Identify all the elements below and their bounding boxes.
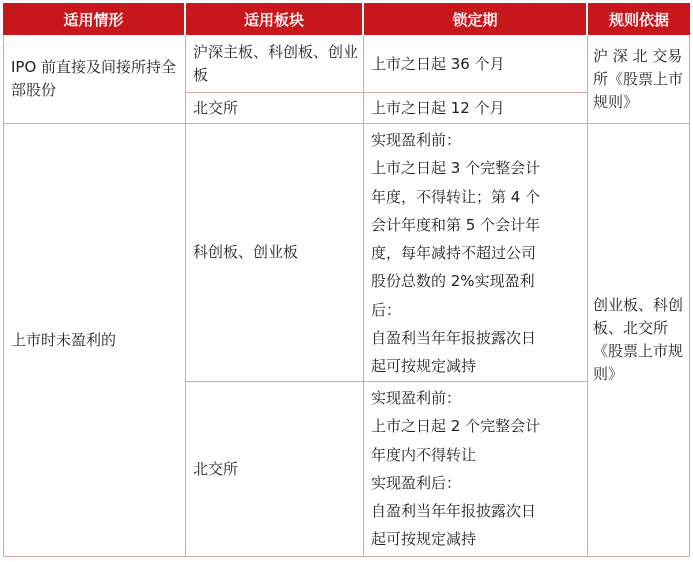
divider-col3 — [587, 35, 588, 557]
row2-rule — [593, 124, 685, 556]
header-lock-period: 锁定期 — [364, 3, 586, 35]
row1-lock-a-text: 上市之日起 36 个月 — [371, 54, 505, 73]
header-board: 适用板块 — [186, 3, 362, 35]
row1-rule-text: 沪 深 北 交易所《股票上市规则》 — [593, 46, 684, 111]
row2-lock-b-line: 实现盈利前： — [371, 389, 462, 407]
row2-lock-a-line: 后： — [371, 300, 402, 319]
divider-col2 — [363, 35, 364, 557]
row2-lock-a-line: 起可按规定减持 — [371, 357, 477, 376]
row1-board-b-text: 北交所 — [193, 98, 239, 117]
row2-lock-a-line: 自盈利当年年报披露次日 — [371, 329, 537, 348]
row2-lock-a-line: 会计年度和第 5 个会计年 — [371, 215, 541, 234]
row2-lock-a — [371, 126, 585, 380]
row2-lock-b-line: 起可按规定减持 — [371, 530, 477, 549]
row1-lock-a — [371, 37, 583, 91]
row1-board-b — [193, 93, 359, 123]
row2-board-a-text: 科创板、创业板 — [193, 243, 299, 261]
row2-lock-a-line: 度，每年减持不超过公司 — [371, 244, 537, 263]
row2-lock-a-line: 股份总数的 2%实现盈利 — [371, 272, 535, 291]
row1-lock-b-text: 上市之日起 12 个月 — [371, 98, 505, 117]
row2-lock-a-line: 实现盈利前： — [371, 131, 462, 149]
row2-board-b-text: 北交所 — [193, 459, 239, 478]
row2-rule-text: 创业板、科创板、北交所《股票上市规则》 — [593, 296, 684, 383]
divider-col1 — [185, 35, 186, 557]
row1-rule — [593, 35, 685, 123]
row2-situation-text: 上市时未盈利的 — [11, 330, 117, 349]
border-right — [689, 35, 690, 557]
row2-board-a — [193, 124, 359, 381]
row2-lock-b — [371, 384, 585, 554]
row2-lock-a-line: 年度，不得转让；第 4 个 — [371, 187, 541, 206]
row2-lock-b-line: 实现盈利后： — [371, 473, 462, 492]
row1-situation-text: IPO 前直接及间接所持全部股份 — [11, 58, 177, 99]
border-bottom — [3, 556, 690, 557]
header-rule-basis: 规则依据 — [588, 3, 690, 35]
header-situation: 适用情形 — [3, 3, 184, 35]
border-left — [3, 35, 4, 557]
row1-board-a-text: 沪深主板、科创板、创业板 — [193, 43, 359, 84]
row2-board-b — [193, 382, 359, 556]
row2-lock-b-line: 自盈利当年年报披露次日 — [371, 502, 537, 521]
row1-lock-b — [371, 93, 583, 123]
row2-lock-a-line: 上市之日起 3 个完整会计 — [371, 159, 541, 178]
row1-board-a — [193, 37, 359, 91]
row2-situation — [11, 124, 181, 556]
row1-situation — [11, 35, 181, 123]
lockup-table — [3, 3, 690, 557]
row2-lock-b-line: 上市之日起 2 个完整会计 — [371, 417, 541, 436]
row2-lock-b-line: 年度内不得转让 — [371, 445, 477, 464]
